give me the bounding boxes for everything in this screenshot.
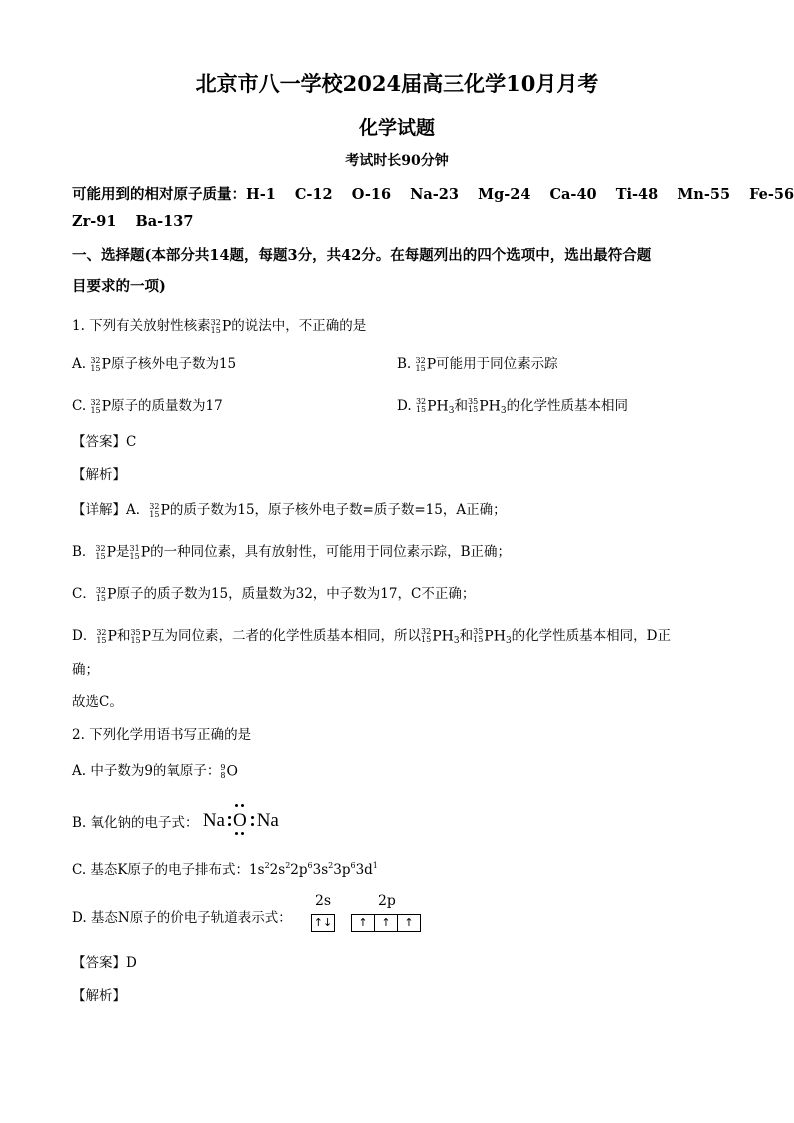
mass-C: C-12 bbox=[294, 186, 333, 203]
atomic-masses-label: 可能用到的相对原子质量： bbox=[72, 186, 246, 203]
orbital-label-2s: 2s bbox=[315, 893, 332, 909]
q1-option-b: B. 32 15 P可能用于同位素示踪 bbox=[397, 355, 558, 373]
q2-option-a: A. 中子数为9的氧原子： 9 8 O bbox=[72, 762, 238, 780]
sodium-oxide-lewis: Na O Na bbox=[203, 810, 279, 832]
q2-option-b: B. 氧化钠的电子式： Na O Na bbox=[72, 810, 279, 832]
q1-explain-d: D． 32 15 P和 35 15 P互为同位素，二者的化学性质基本相同，所以 32 15 $PH_3$和 35 15 $PH_3$的化学性质基本相同，D正 bbox=[72, 627, 671, 646]
q1-option-a: A. 32 15 P原子核外电子数为15 bbox=[72, 355, 237, 373]
q1-answer: 【答案】C bbox=[72, 434, 137, 450]
q1-option-c: C. 32 15 P原子的质量数为17 bbox=[72, 397, 223, 415]
q1-explain-a: 【详解】A． 32 15 P的质子数为15，原子核外电子数=质子数=15，A正确； bbox=[72, 501, 507, 519]
q1-option-d: D. 32 15 $PH_3$和 35 15 $PH_3$的化学性质基本相同 bbox=[397, 397, 629, 416]
nuclide-p32: 32 15 P bbox=[95, 585, 117, 603]
orbital-2p-y: ↑ bbox=[375, 914, 398, 932]
n-orbital-diagram bbox=[311, 893, 431, 933]
nuclide-p32: 32 15 P bbox=[95, 543, 117, 561]
mass-Ti: Ti-48 bbox=[615, 186, 659, 203]
q2-stem: 2. 下列化学用语书写正确的是 bbox=[72, 727, 252, 743]
nuclide-p32: 32 15 P bbox=[210, 317, 232, 335]
nuclide-p35: 35 15 P bbox=[130, 627, 152, 645]
nuclide-p32: 32 15 P bbox=[90, 355, 111, 373]
orbital-2s: ↑↓ bbox=[311, 914, 335, 932]
orbital-2p-x: ↑ bbox=[351, 914, 375, 932]
orbital-2p-z: ↑ bbox=[398, 914, 421, 932]
mass-Mg: Mg-24 bbox=[478, 186, 531, 203]
nuclide-ph3-32: 32 15 $PH_3$ bbox=[421, 627, 460, 646]
atomic-masses-line1 bbox=[72, 183, 794, 204]
mass-Fe: Fe-56 bbox=[749, 186, 794, 203]
orbital-label-2p: 2p bbox=[378, 893, 396, 909]
nuclide-ph3-32: 32 15 $PH_3$ bbox=[415, 397, 455, 416]
exam-title: 北京市八一学校2024届高三化学10月月考 bbox=[195, 71, 599, 96]
nuclide-p32: 32 15 P bbox=[415, 355, 437, 373]
q1-stem: 1. 下列有关放射性核素 32 15 P的说法中，不正确的是 bbox=[72, 317, 367, 335]
mass-Na: Na-23 bbox=[410, 186, 459, 203]
q2-answer: 【答案】D bbox=[72, 955, 137, 971]
nuclide-p31: 31 15 P bbox=[129, 543, 151, 561]
orbital-box-2p bbox=[351, 914, 421, 932]
nuclide-ph3-35: 35 15 $PH_3$ bbox=[473, 627, 512, 646]
q1-explain-d-cont: 确； bbox=[72, 662, 99, 678]
mass-O: O-16 bbox=[351, 186, 392, 203]
q1-explain-b: B． 32 15 P是 31 15 P的一种同位素，具有放射性，可能用于同位素示踪，B正确； bbox=[72, 543, 512, 561]
exam-subtitle: 化学试题 bbox=[358, 117, 435, 139]
mass-Mn: Mn-55 bbox=[677, 186, 731, 203]
nuclide-o17: 9 8 O bbox=[220, 762, 238, 780]
q1-conclusion: 故选C。 bbox=[72, 694, 123, 710]
nuclide-p32: 32 15 P bbox=[90, 397, 112, 415]
section-heading-line2: 目要求的一项) bbox=[72, 278, 166, 295]
mass-H: H-1 bbox=[246, 186, 276, 203]
mass-Ba: Ba-137 bbox=[135, 213, 194, 230]
q2-option-c: C. 基态K原子的电子排布式：$1s^22s^22p^63s^23p^63d^1$ bbox=[72, 861, 378, 878]
section-heading-line1: 一、选择题(本部分共14题，每题3分，共42分。在每题列出的四个选项中，选出最符合题 bbox=[72, 247, 652, 264]
mass-Ca: Ca-40 bbox=[549, 186, 597, 203]
nuclide-ph3-35: 35 15 $PH_3$ bbox=[468, 397, 507, 416]
q2-option-d: D. 基态N原子的价电子轨道表示式： bbox=[72, 910, 292, 926]
q1-explain-c: C． 32 15 P原子的质子数为15，质量数为32，中子数为17，C不正确； bbox=[72, 585, 476, 603]
k-electron-config: $1s^22s^22p^63s^23p^63d^1$ bbox=[249, 861, 378, 878]
exam-duration: 考试时长90分钟 bbox=[345, 153, 449, 169]
q2-analysis-label: 【解析】 bbox=[72, 988, 126, 1004]
orbital-box-2s bbox=[311, 914, 335, 932]
nuclide-p32: 32 15 P bbox=[149, 501, 170, 519]
mass-Zr: Zr-91 bbox=[72, 213, 117, 230]
q1-analysis-label: 【解析】 bbox=[72, 467, 126, 483]
nuclide-p32: 32 15 P bbox=[96, 627, 117, 645]
atomic-masses-line2 bbox=[72, 213, 193, 230]
